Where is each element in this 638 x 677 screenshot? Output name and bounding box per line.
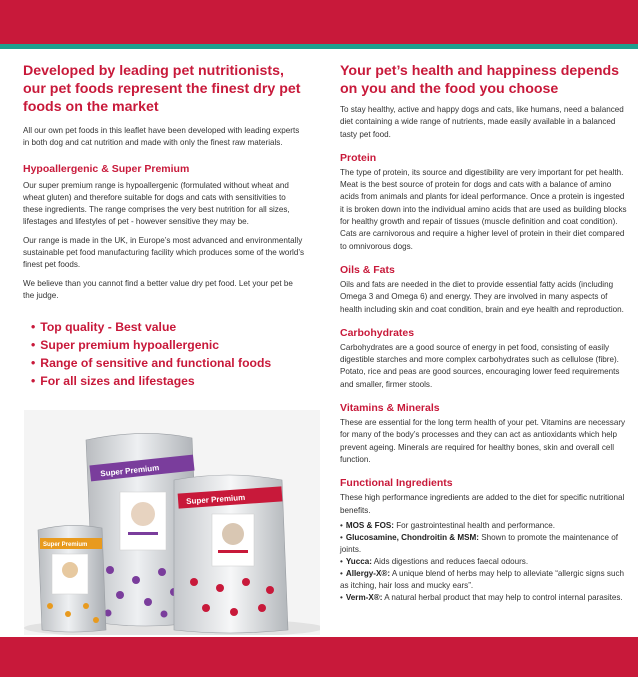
large-red-bag xyxy=(174,475,288,633)
feature-bullet: • For all sizes and lifestages xyxy=(31,374,195,389)
oils-fats-text: Oils and fats are needed in the diet to provide essential fatty acids (including Omega 3 and Omega 6) and energy. They are involved in many aspects of health including skin and coat condition, brain and eye health and reproduction. xyxy=(340,279,624,314)
protein-text: The type of protein, its source and digestibility are very important for pet health. Meat is the best source of protein for dogs and cats with a balance of amino acids from animals and plants for ideal performance. Once a protein is ingested it is broken down into the individual amino acids that are used as building blocks for healthy growth and repair of tissues (muscle definition and coat condition). Cats are carnivorous and require a higher level of protein in their diet compared to omnivorous dogs. xyxy=(340,167,627,251)
feature-bullet-list xyxy=(31,318,305,390)
left-heading: Developed by leading pet nutritionists, our pet foods represent the finest dry pet foods on the market xyxy=(23,63,301,115)
bag-label-1: Super Premium xyxy=(99,463,160,479)
right-heading: Your pet’s health and happiness depends on you and the food you choose xyxy=(340,63,620,97)
vitamins-minerals-title: Vitamins & Minerals xyxy=(340,402,440,415)
right-intro: To stay healthy, active and happy dogs and cats, like humans, need a balanced diet containing a wide range of nutrients, made easily available in a balanced tasty pet food. xyxy=(340,105,624,139)
carbohydrates-text: Carbohydrates are a good source of energy in pet food, consisting of easily digestible starches and more complex carbohydrates such as cellulose (fibre). Potato, rice and peas are good sources, encouraging lower feed requirements and smaller, firmer stools. xyxy=(340,342,620,389)
functional-ingredients-title: Functional Ingredients xyxy=(340,477,453,490)
pet-food-bags-illustration xyxy=(24,410,320,635)
top-red-band xyxy=(0,0,638,44)
right-column xyxy=(340,62,628,605)
functional-ingredients-text: These high performance ingredients are added to the diet for specific nutritional benefits. xyxy=(340,493,625,515)
vitamins-minerals-text: These are essential for the long term health of your pet. Vitamins are necessary for many of the body’s processes and they can act as antioxidants which help prevent ageing. Minerals are required for healthy bones, skin and overall cell function. xyxy=(340,418,626,464)
feature-bullet: • Super premium hypoallergenic xyxy=(31,338,220,353)
feature-bullet: • Top quality - Best value xyxy=(31,320,177,335)
left-column xyxy=(23,62,305,390)
oils-fats-title: Oils & Fats xyxy=(340,263,395,276)
small-orange-bag xyxy=(38,525,106,632)
product-bags-photo xyxy=(24,410,320,635)
hypoallergenic-paragraph-1: Our super premium range is hypoallergenic (formulated without wheat and wheat gluten) and therefore suitable for dogs and cats with sensitivities to these ingredients. The range comprises the very best nutrition for all sizes, lifestages and lifestyles of pet - however sensitive they may be. xyxy=(23,180,290,227)
functional-ingredient-item: • Verm-X®: A natural herbal product that may help to control internal parasites. xyxy=(340,593,623,603)
functional-ingredient-item: • Allergy-X®: A unique blend of herbs may help to alleviate “allergic signs such as itching, hair loss and mucky ears”. xyxy=(340,569,625,590)
top-green-stripe xyxy=(0,44,638,49)
hypoallergenic-title: Hypoallergenic & Super Premium xyxy=(23,162,190,175)
functional-ingredient-item: • Yucca: Aids digestions and reduces faecal odours. xyxy=(340,557,529,567)
feature-bullet: • Range of sensitive and functional foods xyxy=(31,356,272,371)
functional-ingredient-item: • Glucosamine, Chondroitin & MSM: Shown to promote the maintenance of joints. xyxy=(340,533,618,554)
functional-ingredient-item: • MOS & FOS: For gastrointestinal health and performance. xyxy=(340,520,556,530)
functional-ingredients-list xyxy=(340,520,628,604)
hypoallergenic-paragraph-3: We believe than you cannot find a better value dry pet food. Let your pet be the judge. xyxy=(23,278,293,300)
bag-label-3: Super Premium xyxy=(43,542,88,548)
hypoallergenic-paragraph-2: Our range is made in the UK, in Europe’s most advanced and environmentally sustainable pet food manufacturing facility which produces some of the world’s finest pet foods. xyxy=(23,235,305,270)
bottom-red-band xyxy=(0,637,638,677)
left-intro: All our own pet foods in this leaflet have been developed with leading experts in both dog and cat nutrition and made with only the finest raw materials. xyxy=(23,126,300,148)
bag-label-2: Super Premium xyxy=(185,492,246,507)
protein-title: Protein xyxy=(340,151,377,164)
carbohydrates-title: Carbohydrates xyxy=(340,326,415,339)
